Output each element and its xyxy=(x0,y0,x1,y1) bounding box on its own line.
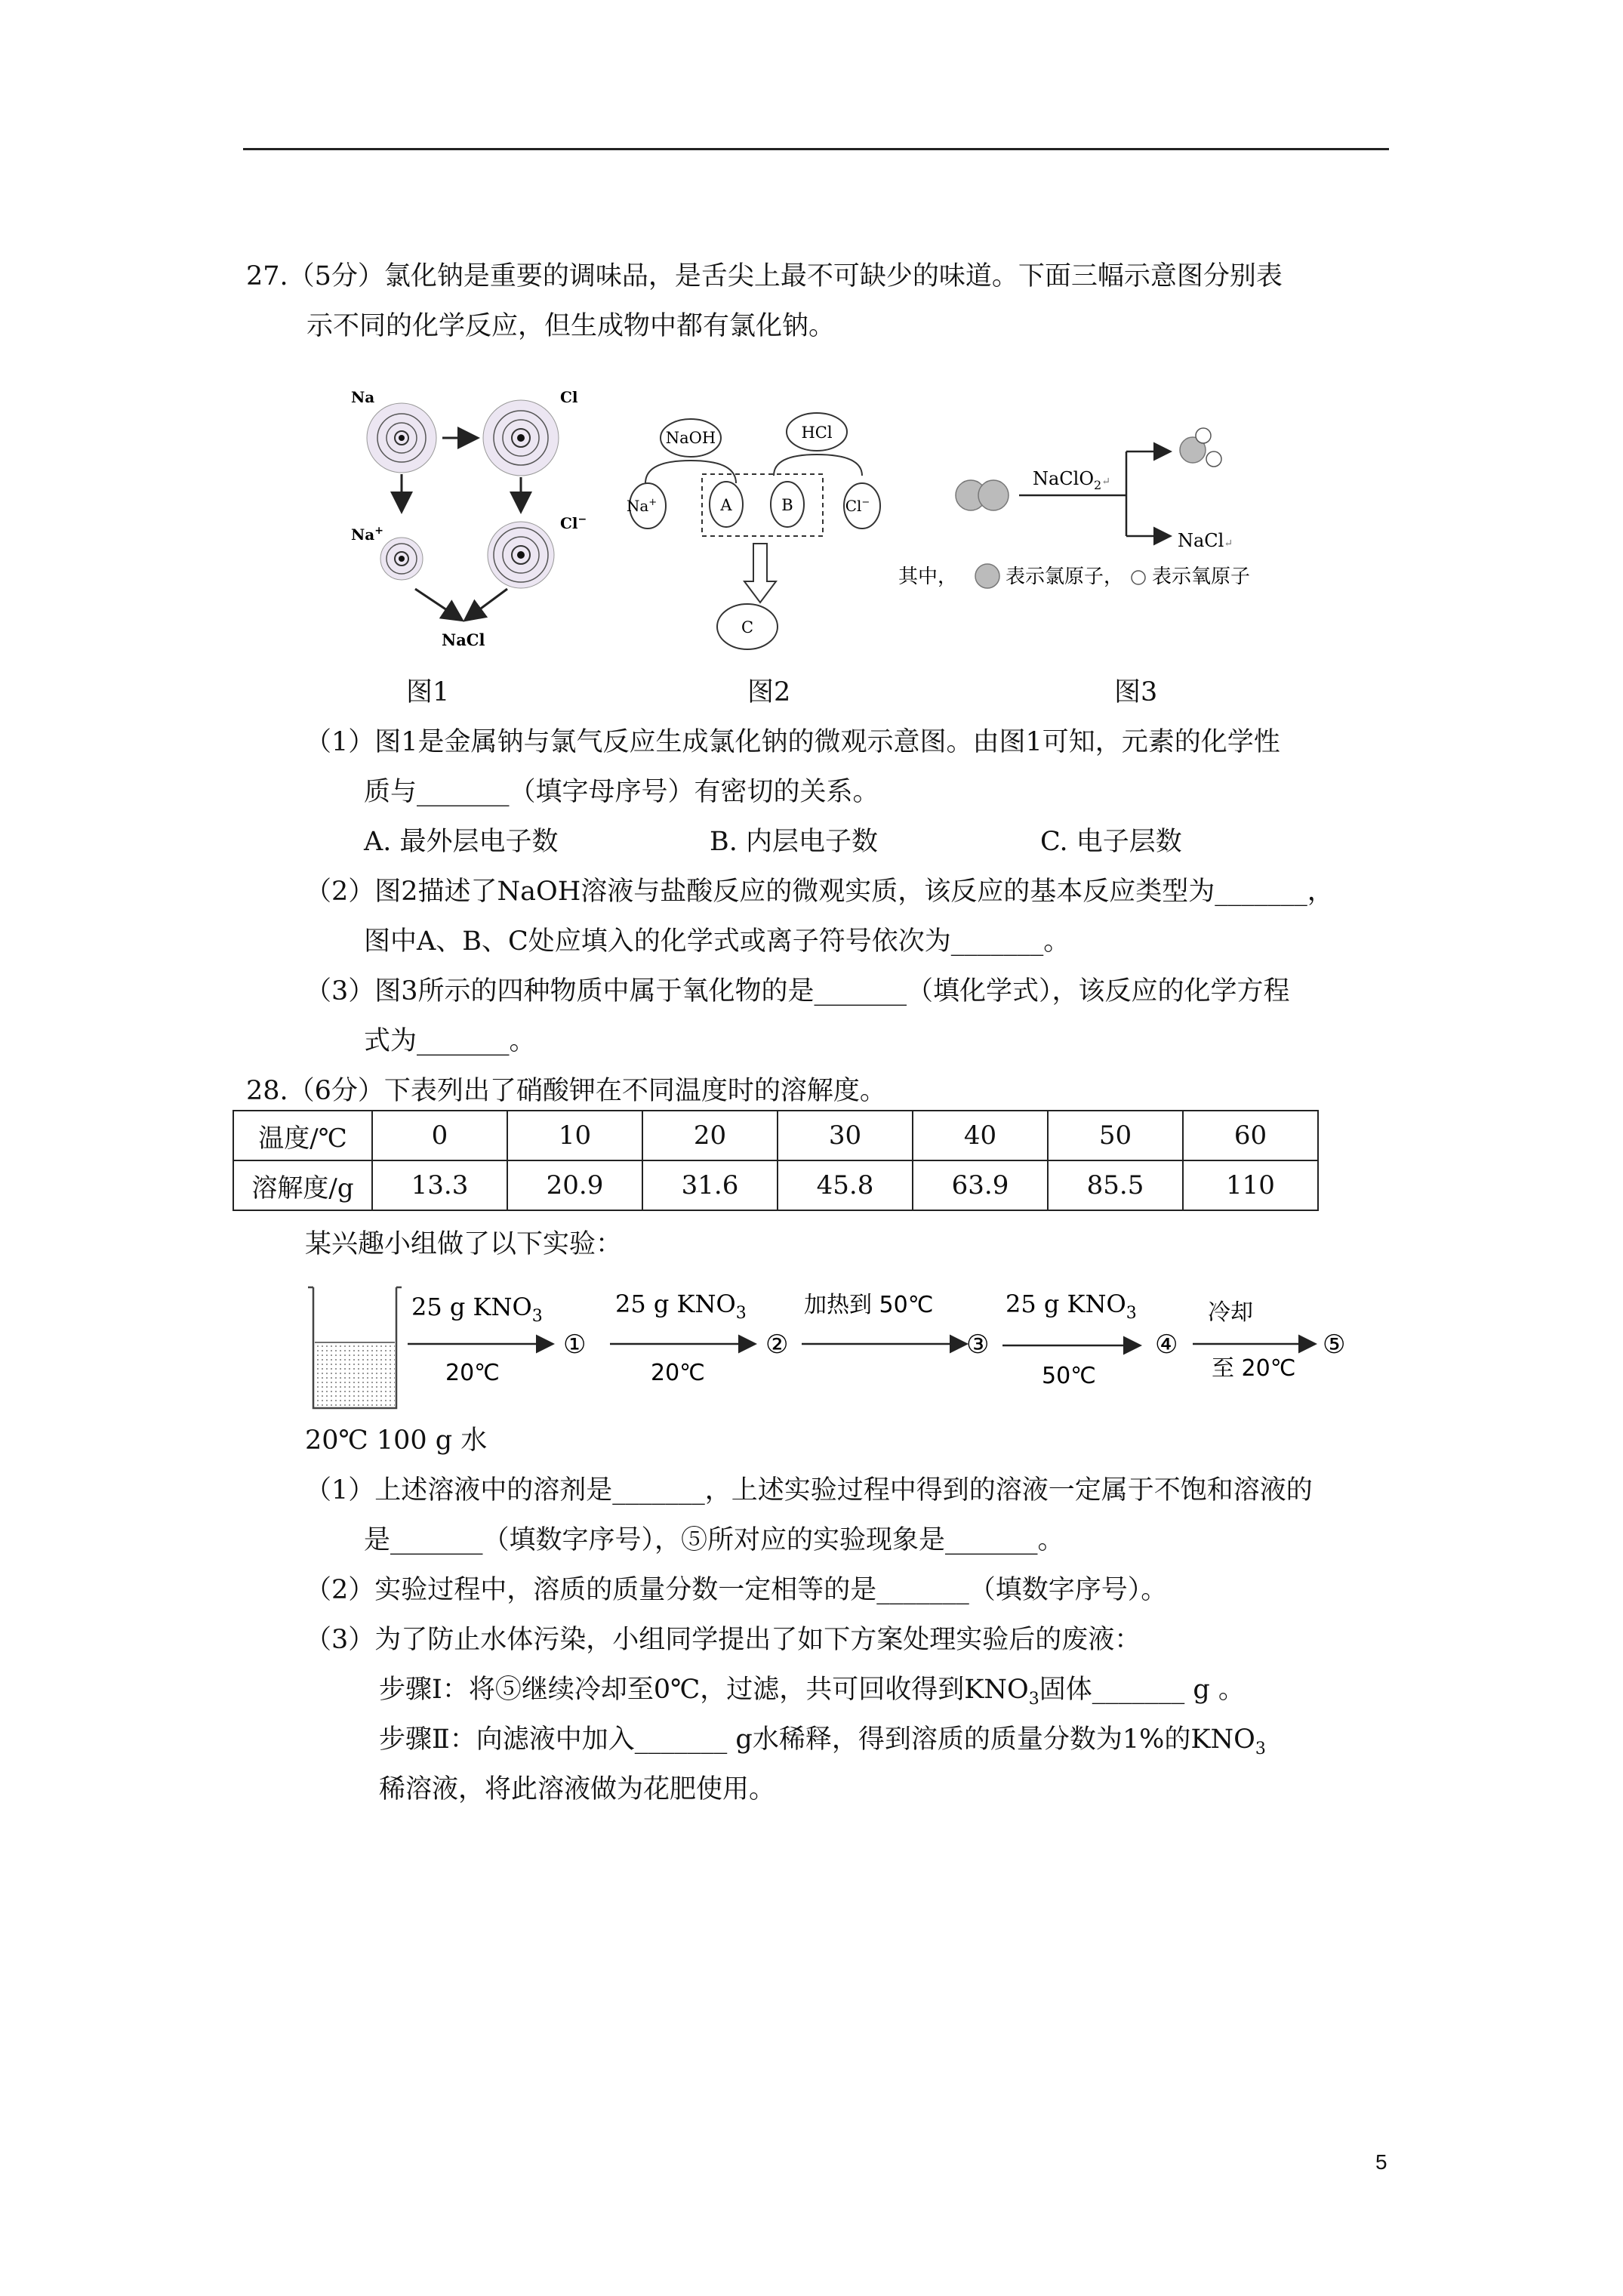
flow-add3-label: 25 g $KNO_3$ xyxy=(1006,1290,1137,1323)
cl2-molecule xyxy=(956,480,1009,510)
flow-temp1-label: 20℃ xyxy=(445,1360,500,1386)
q27-p2-line2: 图中A、B、C处应填入的化学式或离子符号依次为_______。 xyxy=(364,926,1070,957)
fig1-na-ion-label: Na+ xyxy=(351,525,383,544)
solubility-table xyxy=(233,1110,1319,1211)
flow-cool-label: 冷却 xyxy=(1208,1299,1253,1326)
q27-line2: 示不同的化学反应，但生成物中都有氯化钠。 xyxy=(306,311,836,341)
figure-3-diagram xyxy=(898,423,1321,604)
table-cell: 30 xyxy=(778,1111,913,1160)
naoh-label: NaOH xyxy=(665,429,716,447)
down-arrow xyxy=(744,544,776,603)
q28-p2: （2）实验过程中，溶质的质量分数一定相等的是_______（填数字序号）。 xyxy=(305,1575,1168,1605)
fig1-cl-ion-label: Cl− xyxy=(560,513,587,532)
table-cell: 40 xyxy=(913,1111,1048,1160)
na-ion xyxy=(380,538,423,580)
table-cell: 13.3 xyxy=(372,1160,507,1210)
table-row xyxy=(233,1111,1318,1160)
flow-step5: ⑤ xyxy=(1323,1330,1346,1360)
fig1-product-label: NaCl xyxy=(442,630,485,649)
fig3-product-label: NaCl↵ xyxy=(1178,530,1233,551)
na-atom xyxy=(367,403,436,473)
page-number: 5 xyxy=(1375,2150,1387,2174)
fig2-cl-label: Cl− xyxy=(845,497,870,515)
chlorine-legend-icon xyxy=(975,564,999,588)
q27-option-b: B. 内层电子数 xyxy=(710,827,878,857)
table-cell: 60 xyxy=(1183,1111,1318,1160)
figure-1-diagram xyxy=(340,378,587,664)
q27-p3-line1: （3）图3所示的四种物质中属于氧化物的是_______（填化学式），该反应的化学方程 xyxy=(305,976,1290,1006)
fig2-c-label: C xyxy=(741,618,754,636)
table-cell: 45.8 xyxy=(778,1160,913,1210)
header-rule xyxy=(243,148,1389,150)
table-cell: 20 xyxy=(642,1111,778,1160)
fig1-cl-label: Cl xyxy=(560,388,578,406)
cl-atom xyxy=(483,400,559,476)
table-cell: 溶解度/g xyxy=(233,1160,372,1210)
flow-step2: ② xyxy=(765,1330,789,1360)
flow-add2-label: 25 g $KNO_3$ xyxy=(615,1290,747,1323)
beaker-icon xyxy=(308,1287,402,1408)
table-cell: 85.5 xyxy=(1048,1160,1183,1210)
fig2-na-label: Na+ xyxy=(626,497,658,515)
q27-line1: 27.（5分）氯化钠是重要的调味品，是舌尖上最不可缺少的味道。下面三幅示意图分别表 xyxy=(246,261,1283,291)
clo2-molecule xyxy=(1180,428,1221,467)
flow-step3: ③ xyxy=(966,1330,990,1360)
fig2-a-label: A xyxy=(720,496,732,514)
q27-p1-line2: 质与_______（填字母序号）有密切的关系。 xyxy=(364,777,879,807)
q27-option-c: C. 电子层数 xyxy=(1040,827,1182,857)
experiment-flow-diagram xyxy=(302,1276,1374,1419)
fig2-b-label: B xyxy=(781,496,793,514)
q28-p1-line2: 是_______（填数字序号），⑤所对应的实验现象是_______。 xyxy=(364,1525,1064,1555)
table-cell: 0 xyxy=(372,1111,507,1160)
q28-experiment-intro: 某兴趣小组做了以下实验： xyxy=(305,1229,623,1259)
hcl-label: HCl xyxy=(801,424,833,442)
flow-step4: ④ xyxy=(1155,1330,1178,1360)
flow-step1: ① xyxy=(563,1330,587,1360)
flow-add1-label: 25 g $KNO_3$ xyxy=(411,1293,543,1326)
q27-p2-line1: （2）图2描述了NaOH溶液与盐酸反应的微观实质，该反应的基本反应类型为_______， xyxy=(305,877,1334,907)
q27-option-a: A. 最外层电子数 xyxy=(364,827,559,857)
cl-ion xyxy=(488,522,554,588)
q28-step1: 步骤Ⅰ：将⑤继续冷却至0℃，过滤，共可回收得到$KNO_3$固体_______ g 。 xyxy=(379,1675,1245,1709)
table-cell: 温度/℃ xyxy=(233,1111,372,1160)
flow-temp4-label: 至 20℃ xyxy=(1212,1355,1296,1382)
figure-2-diagram xyxy=(627,400,891,657)
fig3-legend-prefix: 其中， xyxy=(898,566,958,588)
table-row xyxy=(233,1160,1318,1210)
table-cell: 31.6 xyxy=(642,1160,778,1210)
fig1-na-label: Na xyxy=(351,388,375,406)
oxygen-legend-icon xyxy=(1132,571,1145,584)
fig1-caption: 图1 xyxy=(406,677,450,707)
table-cell: 20.9 xyxy=(507,1160,642,1210)
fig3-legend-o: 表示氧原子 xyxy=(1152,566,1251,588)
flow-temp3-label: 50℃ xyxy=(1042,1363,1096,1389)
fig2-caption: 图2 xyxy=(747,677,791,707)
fig3-caption: 图3 xyxy=(1114,677,1158,707)
table-cell: 10 xyxy=(507,1111,642,1160)
q27-p1-line1: （1）图1是金属钠与氯气反应生成氯化钠的微观示意图。由图1可知，元素的化学性 xyxy=(305,727,1280,757)
q28-step2-line2: 稀溶液，将此溶液做为花肥使用。 xyxy=(379,1774,776,1804)
q28-p3: （3）为了防止水体污染，小组同学提出了如下方案处理实验后的废液： xyxy=(305,1625,1141,1655)
flow-heat-label: 加热到 50℃ xyxy=(804,1292,934,1318)
table-cell: 63.9 xyxy=(913,1160,1048,1210)
flow-temp2-label: 20℃ xyxy=(651,1360,705,1386)
fig3-legend-cl: 表示氯原子， xyxy=(1006,566,1124,588)
q28-intro: 28.（6分）下表列出了硝酸钾在不同温度时的溶解度。 xyxy=(246,1076,886,1106)
table-cell: 50 xyxy=(1048,1111,1183,1160)
beaker-label: 20℃ 100 g 水 xyxy=(305,1425,488,1456)
q28-step2: 步骤Ⅱ：向滤液中加入_______ g水稀释，得到溶质的质量分数为1%的$KNO_3$ xyxy=(379,1724,1266,1758)
q28-p1-line1: （1）上述溶液中的溶剂是_______，上述实验过程中得到的溶液一定属于不饱和溶液的 xyxy=(305,1475,1313,1505)
fig3-reagent-label: NaClO$_2$↵ xyxy=(1033,468,1110,492)
table-cell: 110 xyxy=(1183,1160,1318,1210)
q27-p3-line2: 式为_______。 xyxy=(364,1026,536,1056)
